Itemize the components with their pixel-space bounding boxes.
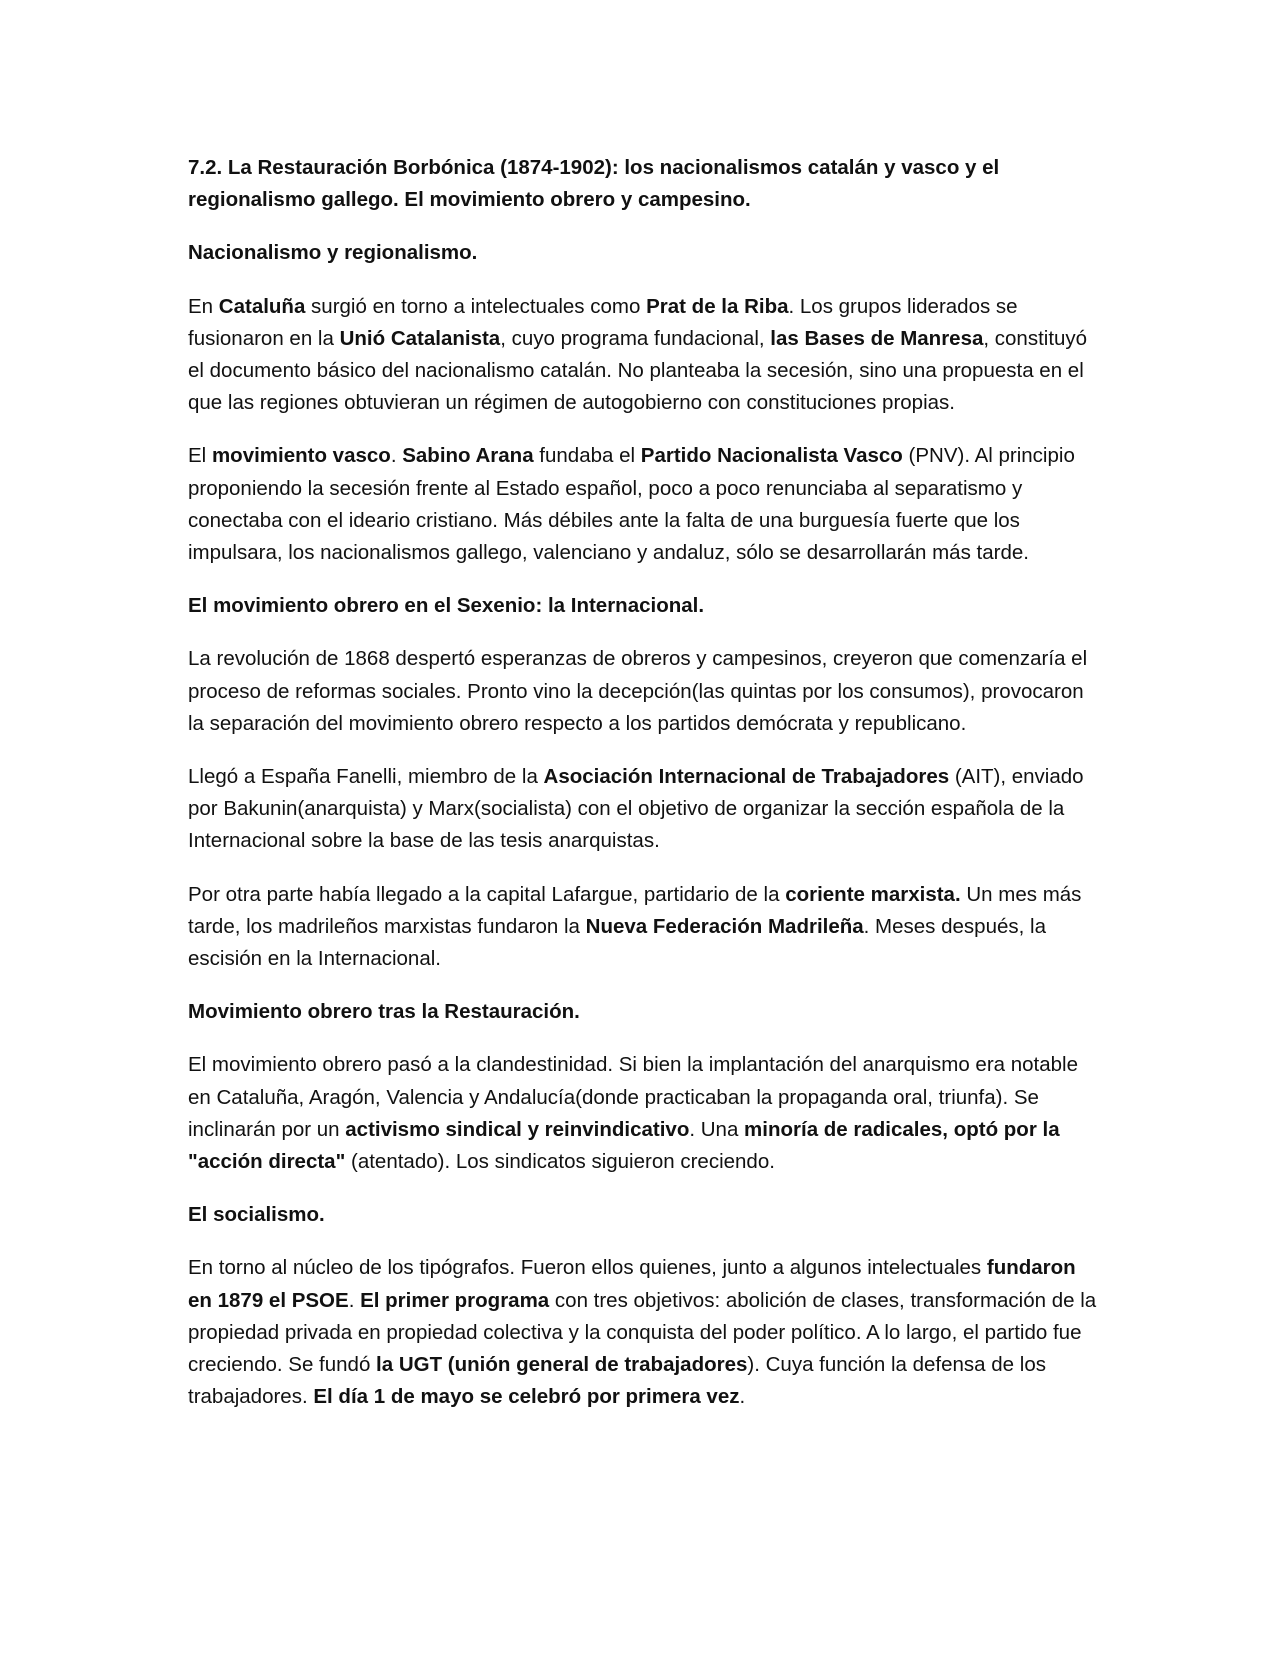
- bold-text: Nueva Federación Madrileña: [585, 914, 864, 938]
- paragraph: [188, 761, 1098, 858]
- text-run: fundaba el: [533, 444, 641, 468]
- text-run: con tres objetivos: abolición de clases, transformación de la propiedad privada en propiedad colectiva y la conquista del poder político. A lo largo, el partido fue creciendo. Se fundó: [188, 1288, 1097, 1377]
- text-run: (AIT), enviado por Bakunin(anarquista) y Marx(socialista) con el objetivo de organizar la sección española de la Internacional sobre la base de las tesis anarquistas.: [188, 765, 1084, 853]
- bold-text: Sabino Arana: [402, 444, 534, 468]
- bold-text: las Bases de Manresa: [770, 326, 984, 350]
- text-run: El movimiento obrero pasó a la clandestinidad. Si bien la implantación del anarquismo era notable en Cataluña, Aragón, Valencia y Andalucía(donde practicaban la propaganda oral, triunfa). Se inclinarán por un: [188, 1053, 1078, 1141]
- bold-text: la UGT (unión general de trabajadores: [376, 1353, 748, 1377]
- bold-text: activismo sindical y reinvindicativo: [345, 1117, 690, 1141]
- paragraph: [188, 291, 1098, 420]
- bold-text: Asociación Internacional de Trabajadores: [543, 765, 950, 789]
- bold-text: movimiento vasco: [211, 444, 391, 468]
- bold-text: Prat de la Riba: [646, 294, 789, 318]
- text-run: El: [188, 444, 212, 468]
- text-run: . Una: [689, 1117, 745, 1141]
- text-run: Llegó a España Fanelli, miembro de la: [188, 765, 544, 789]
- bold-text: fundaron en 1879 el PSOE: [188, 1256, 1076, 1312]
- document-sections: [188, 237, 1098, 1413]
- bold-text: Partido Nacionalista Vasco: [640, 444, 903, 468]
- text-run: .: [739, 1385, 746, 1409]
- text-run: (atentado). Los sindicatos siguieron creciendo.: [345, 1150, 775, 1174]
- text-run: . Meses después, la escisión en la Internacional.: [188, 914, 1046, 971]
- text-run: Por otra parte había llegado a la capital Lafargue, partidario de la: [188, 882, 786, 906]
- paragraph: [188, 440, 1098, 569]
- bold-text: Cataluña: [218, 294, 306, 318]
- bold-text: Unió Catalanista: [339, 326, 501, 350]
- text-run: Un mes más tarde, los madrileños marxistas fundaron la: [188, 882, 1082, 938]
- bold-text: El día 1 de mayo se celebró por primera vez: [313, 1385, 740, 1409]
- paragraph: [188, 1252, 1098, 1413]
- document-body: [188, 152, 1098, 1435]
- paragraph: [188, 1049, 1098, 1178]
- bold-text: coriente marxista.: [785, 882, 961, 906]
- text-run: .: [348, 1288, 361, 1312]
- text-run: . Los grupos liderados se fusionaron en la: [188, 294, 1018, 350]
- text-run: En torno al núcleo de los tipógrafos. Fueron ellos quienes, junto a algunos intelectuales: [188, 1256, 987, 1280]
- text-run: .: [390, 444, 403, 468]
- bold-text: El primer programa: [360, 1288, 550, 1312]
- text-run: , cuyo programa fundacional,: [500, 326, 771, 350]
- paragraph: [188, 879, 1098, 976]
- text-run: En: [188, 294, 219, 318]
- text-run: surgió en torno a intelectuales como: [305, 294, 647, 318]
- text-run: ). Cuya función la defensa de los trabajadores.: [188, 1353, 1046, 1409]
- text-run: (PNV). Al principio proponiendo la secesión frente al Estado español, poco a poco renunciaba al separatismo y conectaba con el ideario cristiano. Más débiles ante la falta de una burguesía fuerte que los impulsara, los nacionalismos gallego, valenciano y andaluz, sólo se desarrollarán más tarde.: [188, 444, 1075, 565]
- document-title: 7.2. La Restauración Borbónica (1874-1902): los nacionalismos catalán y vasco y el regionalismo gallego. El movimiento obrero y campesino.: [188, 156, 1000, 212]
- text-run: La revolución de 1868 despertó esperanzas de obreros y campesinos, creyeron que comenzaría el proceso de reformas sociales. Pronto vino la decepción(las quintas por los consumos), provocaron la separación del movimiento obrero respecto a los partidos demócrata y republicano.: [188, 647, 1088, 735]
- paragraph: [188, 643, 1098, 740]
- bold-text: minoría de radicales, optó por la "acción directa": [188, 1117, 1060, 1174]
- section-heading: El socialismo.: [188, 1203, 325, 1227]
- section-heading: Nacionalismo y regionalismo.: [188, 241, 478, 265]
- section-heading: El movimiento obrero en el Sexenio: la Internacional.: [188, 594, 705, 618]
- text-run: , constituyó el documento básico del nacionalismo catalán. No planteaba la secesión, sino una propuesta en el que las regiones obtuvieran un régimen de autogobierno con constituciones propias.: [188, 326, 1088, 415]
- section-heading: Movimiento obrero tras la Restauración.: [188, 1000, 580, 1024]
